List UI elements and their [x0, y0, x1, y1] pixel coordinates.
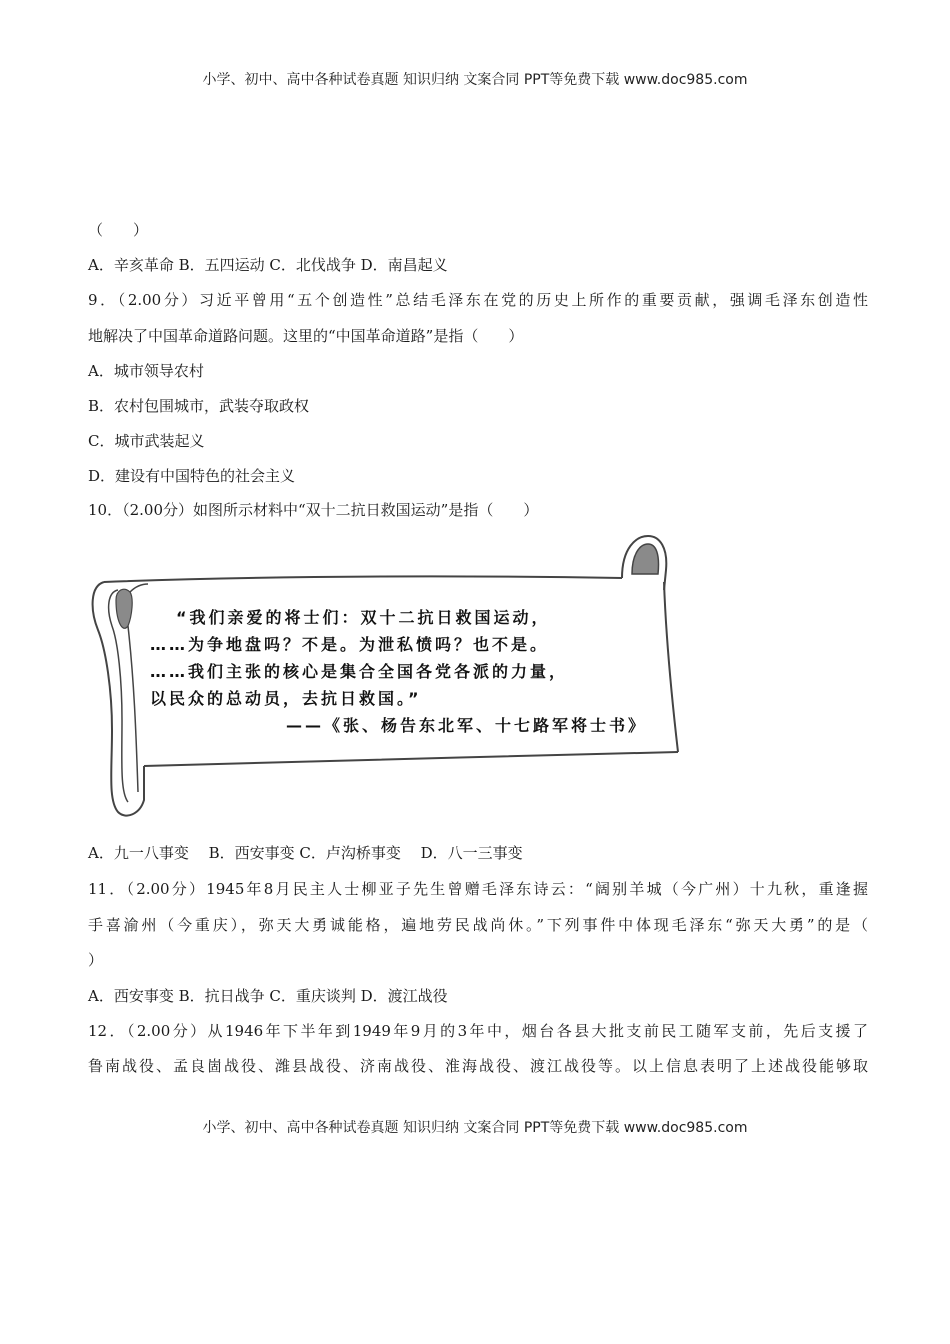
scroll-line-5: ——《张、杨告东北军、十七路军将士书》 [286, 716, 648, 735]
q12-stem-line2: 鲁南战役、孟良崮战役、潍县战役、济南战役、淮海战役、渡江战役等。以上信息表明了上述战役能够取 [88, 1057, 868, 1075]
footer-banner: 小学、初中、高中各种试卷真题 知识归纳 文案合同 PPT等免费下载 www.doc985.com [202, 1120, 748, 1136]
q8-answer-paren: （ ） [88, 221, 149, 239]
header-banner: 小学、初中、高中各种试卷真题 知识归纳 文案合同 PPT等免费下载 www.doc985.com [202, 72, 748, 88]
q9-option-d: D．建设有中国特色的社会主义 [88, 467, 296, 485]
q11-stem-line1: 11．（2.00分）1945年8月民主人士柳亚子先生曾赠毛泽东诗云：“阔别羊城（今广州）十九秋，重逢握 [88, 880, 868, 898]
q11-stem-line2: 手喜渝州（今重庆），弥天大勇诚能格，遍地劳民战尚休。”下列事件中体现毛泽东“弥天大勇”的是（ [88, 916, 868, 934]
q12-stem-line1: 12．（2.00分）从1946年下半年到1949年9月的3年中，烟台各县大批支前民工随军支前，先后支援了 [88, 1022, 868, 1040]
q9-stem-line2: 地解决了中国革命道路问题。这里的“中国革命道路”是指（ ） [88, 327, 524, 345]
q11-options: A．西安事变 B．抗日战争 C．重庆谈判 D．渡江战役 [88, 987, 448, 1005]
q9-stem-line1: 9．（2.00分）习近平曾用“五个创造性”总结毛泽东在党的历史上所作的重要贡献，强调毛泽东创造性 [88, 291, 868, 309]
q10-stem: 10．（2.00分）如图所示材料中“双十二抗日救国运动”是指（ ） [88, 501, 539, 519]
q11-stem-line3: ） [88, 951, 104, 969]
q9-option-b: B．农村包围城市，武装夺取政权 [88, 397, 310, 415]
scroll-line-1: “我们亲爱的将士们：双十二抗日救国运动， [176, 608, 551, 627]
scroll-illustration [88, 530, 688, 820]
q9-option-a: A．城市领导农村 [88, 362, 204, 380]
q10-options: A．九一八事变 B．西安事变 C．卢沟桥事变 D．八一三事变 [88, 844, 523, 862]
q9-option-c: C．城市武装起义 [88, 432, 205, 450]
q8-options: A．辛亥革命 B．五四运动 C．北伐战争 D．南昌起义 [88, 256, 448, 274]
scroll-line-4: 以民众的总动员，去抗日救国。” [150, 689, 422, 708]
scroll-line-2: ……为争地盘吗？不是。为泄私愤吗？也不是。 [150, 635, 550, 654]
scroll-line-3: ……我们主张的核心是集合全国各党各派的力量， [150, 662, 569, 681]
